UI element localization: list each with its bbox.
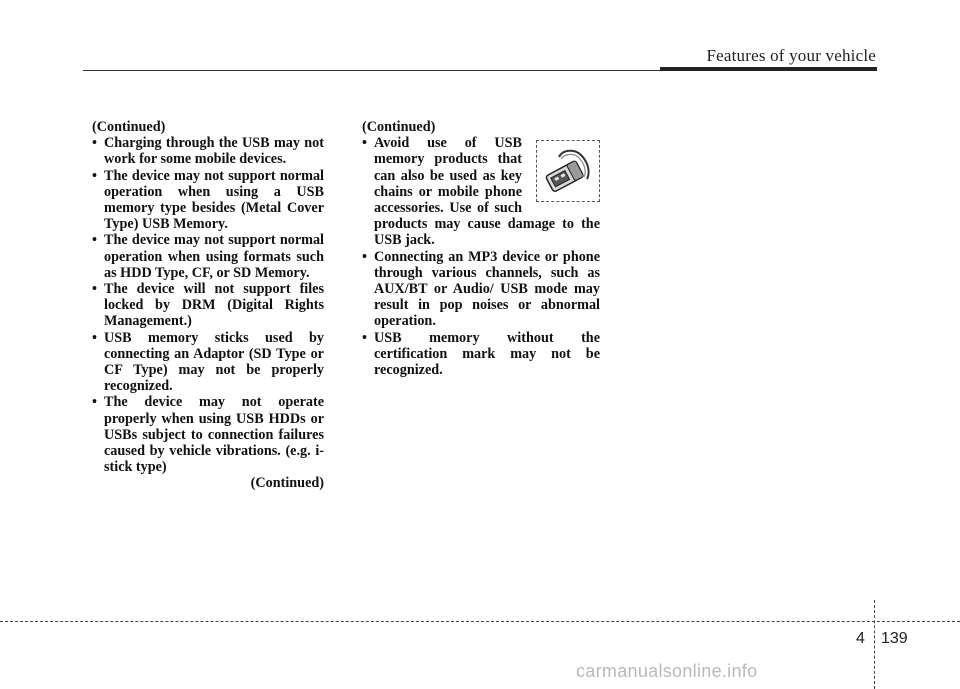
chapter-number: 4 xyxy=(856,630,865,647)
footer-rule xyxy=(0,621,960,622)
continued-label: (Continued) xyxy=(92,119,166,135)
header-rule-accent xyxy=(660,67,877,71)
right-column xyxy=(362,119,600,378)
list-item-text: Avoid use of USB memory products that can also be used as key chains or mobile phone accessories. Use of such products may cause damage to the USB jack. xyxy=(374,135,600,249)
list-item: • The device may not support normal operation when using formats such as HDD Type, CF, or SD Memory. xyxy=(92,232,324,281)
usb-figure xyxy=(536,140,600,202)
list-item: • Charging through the USB may not work for some mobile devices. xyxy=(92,135,324,167)
page-number: 139 xyxy=(881,630,908,647)
left-column xyxy=(92,119,324,492)
bullet-list xyxy=(362,135,600,378)
continued-label: (Continued) xyxy=(362,119,436,135)
bullet-list xyxy=(92,135,324,475)
usb-keychain-stick-icon xyxy=(537,141,599,201)
watermark: carmanualsonline.info xyxy=(576,661,758,681)
list-item: • The device will not support files locked by DRM (Digital Rights Management.) xyxy=(92,281,324,330)
continued-label-end: (Continued) xyxy=(250,475,324,492)
header-title: Features of your vehicle xyxy=(706,46,876,65)
list-item: • USB memory without the certification mark may not be recognized. xyxy=(362,330,600,379)
list-item: • USB memory sticks used by connecting an Adaptor (SD Type or CF Type) may not be properly recognized. xyxy=(92,330,324,395)
list-item: • The device may not support normal operation when using a USB memory type besides (Metal Cover Type) USB Memory. xyxy=(92,168,324,233)
list-item: • The device may not operate properly when using USB HDDs or USBs subject to connection failures caused by vehicle vibrations. (e.g. i-stick type) xyxy=(92,394,324,475)
footer-divider xyxy=(874,600,875,689)
list-item xyxy=(362,135,600,248)
list-item: • Connecting an MP3 device or phone through various channels, such as AUX/BT or Audio/ USB mode may result in pop noises or abnormal operation. xyxy=(362,249,600,330)
